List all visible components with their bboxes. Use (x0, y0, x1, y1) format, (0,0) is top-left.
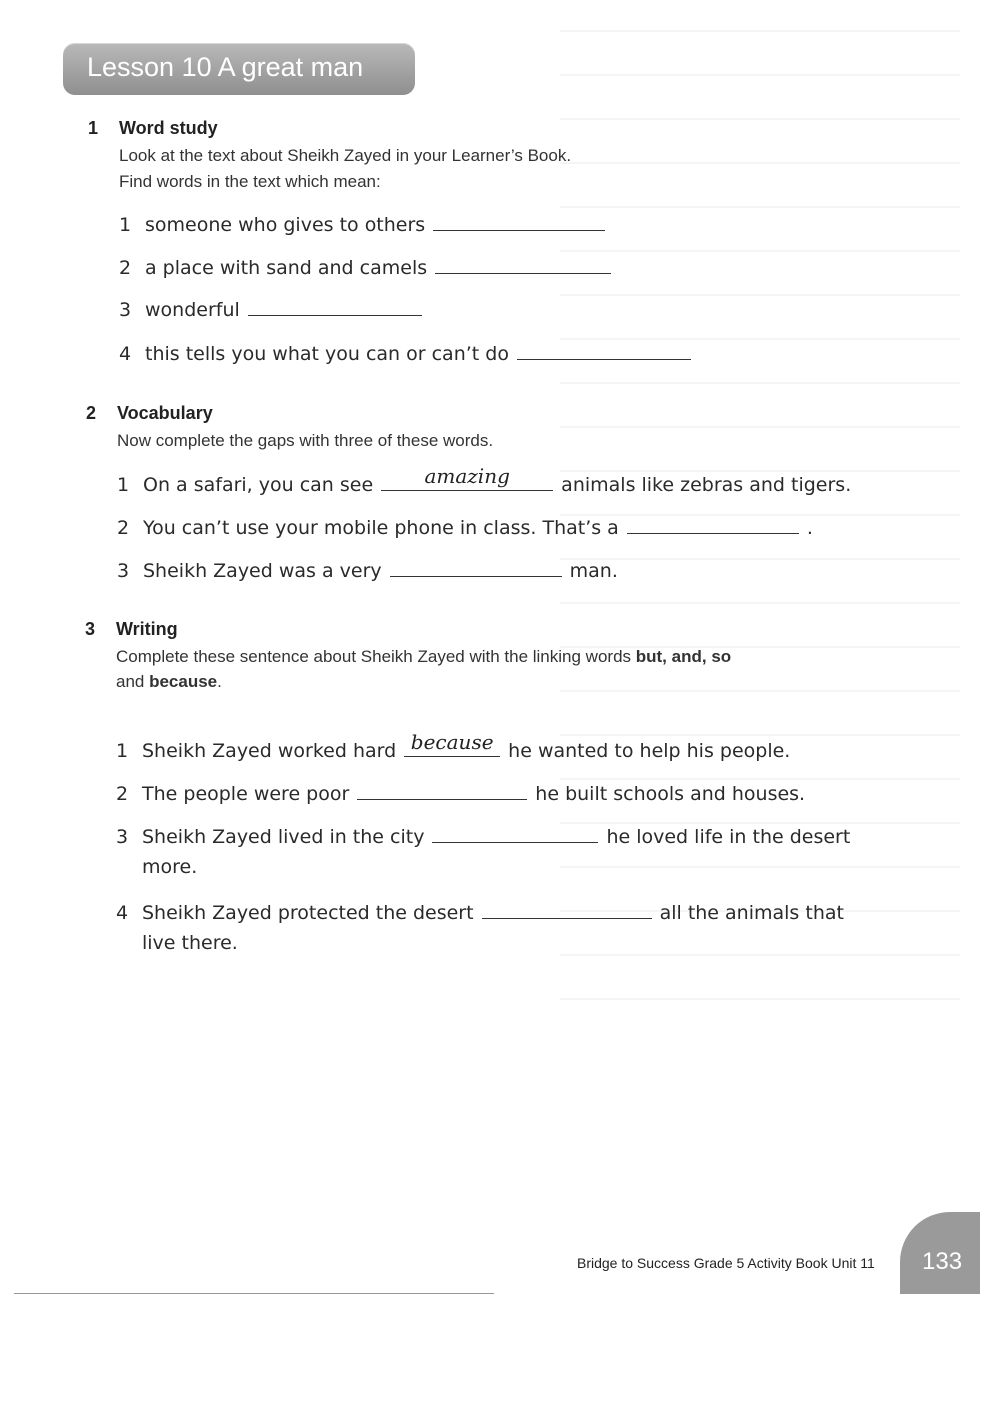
handwritten-answer: amazing (424, 464, 510, 488)
footer-book-title: Bridge to Success Grade 5 Activity Book Unit 11 (577, 1255, 875, 1271)
section-number: 2 (86, 403, 97, 423)
lesson-title: Lesson 10 A great man (87, 52, 364, 82)
exercise-item: 3 wonderful (119, 297, 430, 321)
instruction-line: Find words in the text which mean: (119, 172, 381, 191)
exercise-item: 2 a place with sand and camels (119, 255, 619, 279)
exercise-item: 4 Sheikh Zayed protected the desert all the animals that (116, 902, 844, 924)
answer-blank[interactable] (435, 255, 611, 274)
answer-blank[interactable] (248, 297, 422, 316)
exercise-item: 1 On a safari, you can see amazing animals like zebras and tigers. (117, 464, 852, 496)
item-continuation: live there. (142, 932, 238, 954)
section-number: 1 (88, 118, 99, 138)
answer-blank[interactable] (627, 515, 799, 534)
handwritten-answer: because (410, 730, 494, 754)
answer-blank[interactable] (517, 341, 691, 360)
answer-blank[interactable] (482, 900, 652, 919)
answer-blank[interactable] (381, 464, 553, 491)
answer-blank[interactable] (357, 781, 527, 800)
instruction-line: and because. (116, 672, 222, 691)
section-title-writing: Writing (116, 619, 178, 639)
exercise-item: 4 this tells you what you can or can’t do (119, 341, 699, 365)
item-continuation: more. (142, 856, 198, 878)
exercise-item: 3 Sheikh Zayed lived in the city he loved life in the desert (116, 826, 851, 848)
exercise-item: 1 someone who gives to others (119, 212, 613, 236)
exercise-item: 2 You can’t use your mobile phone in class. That’s a . (117, 517, 813, 539)
answer-blank[interactable] (433, 212, 605, 231)
lesson-title-banner (63, 43, 415, 95)
answer-blank[interactable] (404, 730, 500, 757)
instruction-line: Complete these sentence about Sheikh Zayed with the linking words but, and, so (116, 647, 732, 666)
exercise-item: 1 Sheikh Zayed worked hard because he wanted to help his people. (116, 730, 791, 762)
answer-blank[interactable] (390, 558, 562, 577)
instruction-line: Now complete the gaps with three of these words. (117, 431, 494, 450)
section-title-vocabulary: Vocabulary (117, 403, 213, 423)
exercise-item: 2 The people were poor he built schools and houses. (116, 783, 806, 805)
page-number: 133 (922, 1248, 963, 1275)
instruction-line: Look at the text about Sheikh Zayed in your Learner’s Book. (119, 146, 572, 165)
footer-rule (14, 1293, 494, 1294)
answer-blank[interactable] (432, 824, 598, 843)
section-title-word-study: Word study (119, 118, 218, 138)
section-number: 3 (85, 619, 96, 639)
exercise-item: 3 Sheikh Zayed was a very man. (117, 560, 618, 582)
